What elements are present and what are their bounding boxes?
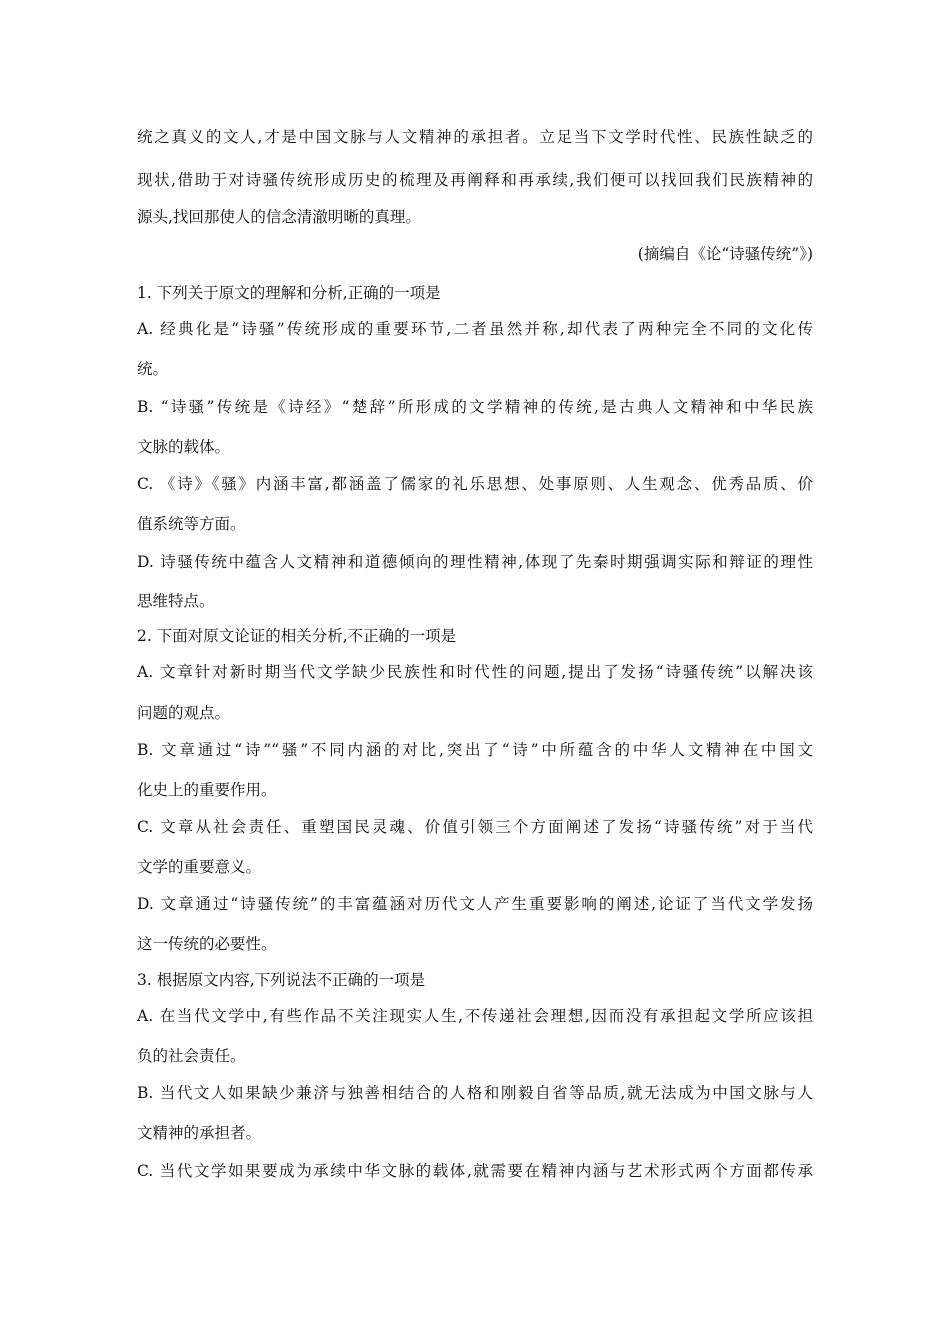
question-3-stem: 3. 根据原文内容,下列说法不正确的一项是 xyxy=(137,971,426,989)
passage-line: 源头,找回那使人的信念清澈明晰的真理。 xyxy=(137,208,421,226)
question-2-option-b: B. 文章通过“诗”“骚”不同内涵的对比,突出了“诗”中所蕴含的中华人文精神在中国文 xyxy=(137,741,813,759)
question-1-option-c: C. 《诗》《骚》内涵丰富,都涵盖了儒家的礼乐思想、处事原则、人生观念、优秀品质、价 xyxy=(137,475,813,493)
question-2-stem: 2. 下面对原文论证的相关分析,不正确的一项是 xyxy=(137,627,457,645)
question-1-option-a: A. 经典化是“诗骚”传统形成的重要环节,二者虽然并称,却代表了两种完全不同的文化传 xyxy=(137,320,813,338)
question-3-option-a-cont: 负的社会责任。 xyxy=(137,1047,246,1065)
passage-line: 统之真义的文人,才是中国文脉与人文精神的承担者。立足当下文学时代性、民族性缺乏的 xyxy=(137,128,813,146)
question-1-option-d-cont: 思维特点。 xyxy=(137,592,215,610)
question-3-option-b: B. 当代文人如果缺少兼济与独善相结合的人格和刚毅自省等品质,就无法成为中国文脉与人 xyxy=(137,1084,813,1102)
question-2-option-a: A. 文章针对新时期当代文学缺少民族性和时代性的问题,提出了发扬“诗骚传统”以解决该 xyxy=(137,663,813,681)
question-3-option-b-cont: 文精神的承担者。 xyxy=(137,1124,262,1142)
question-3-option-a: A. 在当代文学中,有些作品不关注现实人生,不传递社会理想,因而没有承担起文学所应该担 xyxy=(137,1007,813,1025)
question-2-option-d-cont: 这一传统的必要性。 xyxy=(137,935,277,953)
question-1-option-a-cont: 统。 xyxy=(137,360,169,378)
question-2-option-a-cont: 问题的观点。 xyxy=(137,704,231,722)
question-2-option-c-cont: 文学的重要意义。 xyxy=(137,858,262,876)
question-1-option-b: B. “诗骚”传统是《诗经》“楚辞”所形成的文学精神的传统,是古典人文精神和中华民族 xyxy=(137,398,813,416)
passage-line: 现状,借助于对诗骚传统形成历史的梳理及再阐释和再承续,我们便可以找回我们民族精神的 xyxy=(137,171,813,189)
question-1-option-c-cont: 值系统等方面。 xyxy=(137,515,246,533)
question-1-option-b-cont: 文脉的载体。 xyxy=(137,438,231,456)
question-1-option-d: D. 诗骚传统中蕴含人文精神和道德倾向的理性精神,体现了先秦时期强调实际和辩证的理性 xyxy=(137,553,813,571)
source-citation: (摘编自《论“诗骚传统”》) xyxy=(637,245,813,263)
question-2-option-b-cont: 化史上的重要作用。 xyxy=(137,781,277,799)
question-2-option-d: D. 文章通过“诗骚传统”的丰富蕴涵对历代文人产生重要影响的阐述,论证了当代文学发扬 xyxy=(137,895,813,913)
question-2-option-c: C. 文章从社会责任、重塑国民灵魂、价值引领三个方面阐述了发扬“诗骚传统”对于当代 xyxy=(137,818,813,836)
question-3-option-c: C. 当代文学如果要成为承续中华文脉的载体,就需要在精神内涵与艺术形式两个方面都传承 xyxy=(137,1162,813,1180)
question-1-stem: 1. 下列关于原文的理解和分析,正确的一项是 xyxy=(137,284,441,302)
